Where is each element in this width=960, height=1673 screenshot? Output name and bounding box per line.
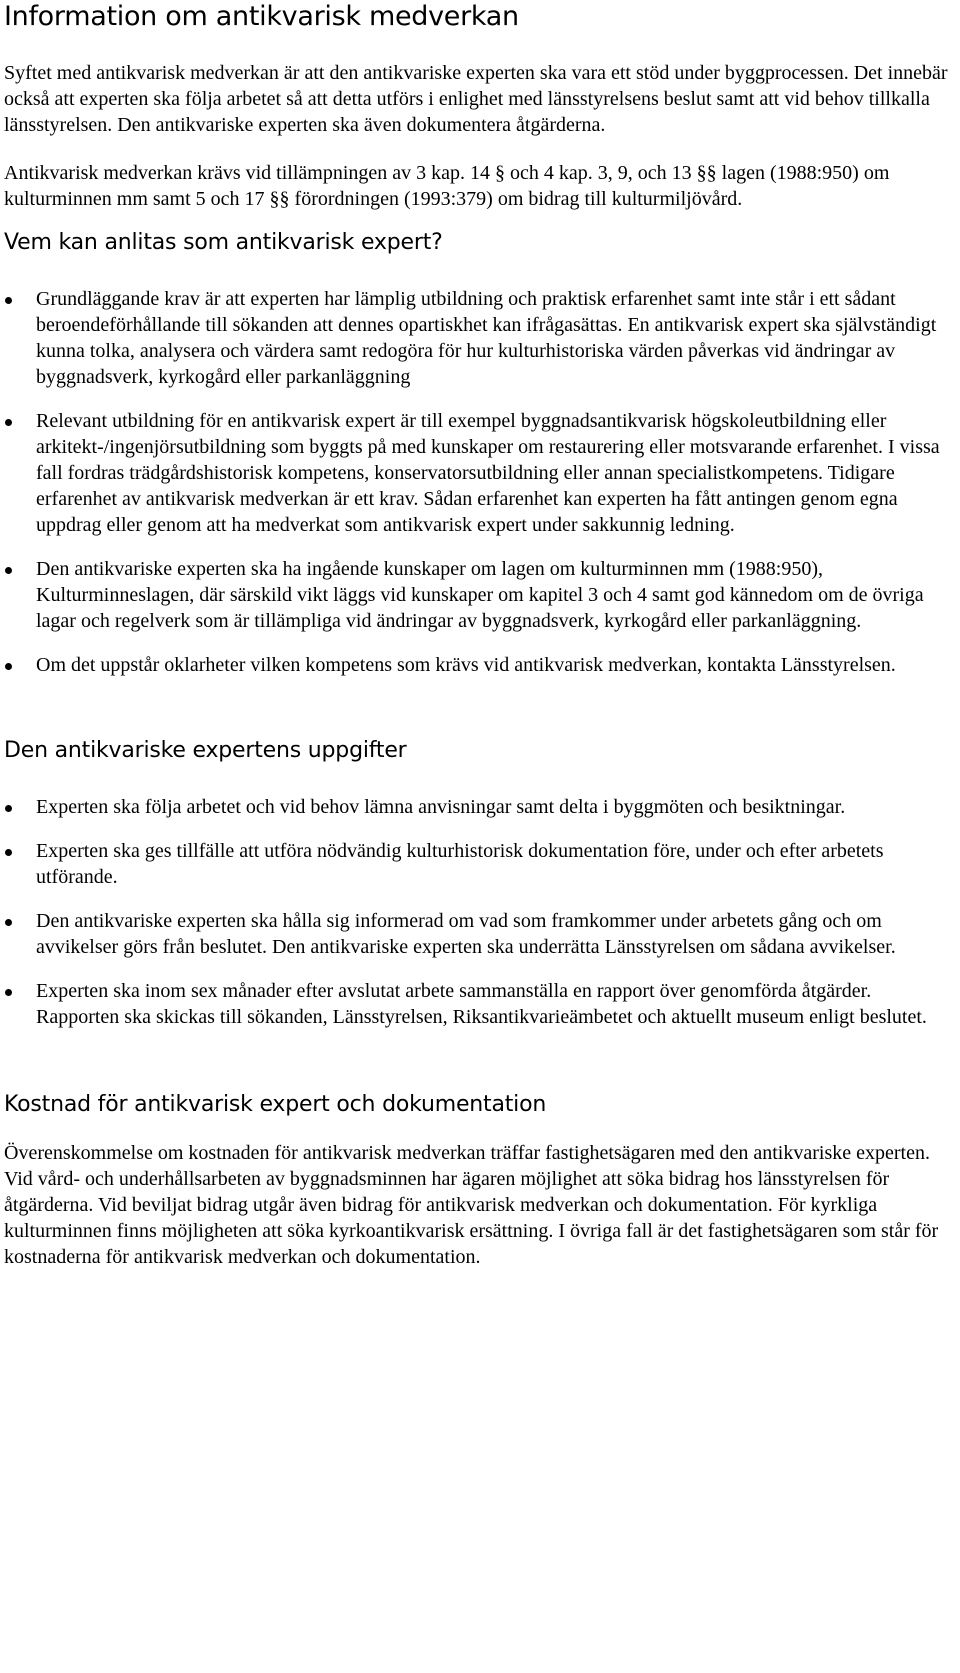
list-item-text: Experten ska ges tillfälle att utföra nödvändig kulturhistorisk dokumentation före, under och efter arbetets utförande. [36,840,884,888]
bullet-icon [5,567,12,574]
heading-information: Information om antikvarisk medverkan [4,1,519,32]
list-item [4,978,954,1030]
list-item [4,908,954,960]
list-item [4,838,954,890]
list-item-text: Den antikvariske experten ska hålla sig informerad om vad som framkommer under arbetets gång och om avvikelser görs från beslutet. Den antikvariske experten ska underrätta Länsstyrelsen om sådana avvikelser. [36,910,896,958]
list-item-text: Relevant utbildning för en antikvarisk expert är till exempel byggnadsantikvarisk högskoleutbildning eller arkitekt-/ingenjörsutbildning som byggts på med kunskaper om restaurering eller motsvarande erfarenhet. I vissa fall fordras trädgårdshistorisk kompetens, konservatorsutbildning eller annan specialistkompetens. Tidigare erfarenhet av antikvarisk medverkan är ett krav. Sådan erfarenhet kan experten ha fått antingen genom egna uppdrag eller genom att ha medverkat som antikvarisk expert under sakkunnig ledning. [36,410,940,536]
paragraph-legal-basis: Antikvarisk medverkan krävs vid tillämpningen av 3 kap. 14 § och 4 kap. 3, 9, och 13 §§ lagen (1988:950) om kulturminnen mm samt 5 och 17 §§ förordningen (1993:379) om bidrag till kulturmiljövård. [4,162,890,210]
bullet-icon [5,663,12,670]
document-page [4,0,954,1270]
bullet-icon [5,297,12,304]
heading-who-can-be-hired: Vem kan anlitas som antikvarisk expert? [4,230,443,255]
bullet-icon [5,805,12,812]
bullet-icon [5,419,12,426]
paragraph-purpose: Syftet med antikvarisk medverkan är att den antikvariske experten ska vara ett stöd under byggprocessen. Det innebär också att experten ska följa arbetet så att detta utförs i enlighet med länsstyrelsens beslut samt att vid behov tillkalla länsstyrelsen. Den antikvariske experten ska även dokumentera åtgärderna. [4,62,948,136]
list-item [4,286,954,390]
list-item [4,408,954,538]
heading-costs: Kostnad för antikvarisk expert och dokumentation [4,1092,547,1117]
list-item [4,652,954,678]
list-expert-requirements [4,286,954,678]
list-item-text: Experten ska följa arbetet och vid behov lämna anvisningar samt delta i byggmöten och besiktningar. [36,796,846,818]
paragraph-costs: Överenskommelse om kostnaden för antikvarisk medverkan träffar fastighetsägaren med den antikvariske experten. Vid vård- och underhållsarbeten av byggnadsminnen har ägaren möjlighet att söka bidrag hos länsstyrelsen för åtgärderna. Vid beviljat bidrag utgår även bidrag för antikvarisk medverkan och dokumentation. För kyrkliga kulturminnen finns möjligheten att söka kyrkoantikvarisk ersättning. I övriga fall är det fastighetsägaren som står för kostnaderna för antikvarisk medverkan och dokumentation. [4,1142,939,1268]
list-item-text: Den antikvariske experten ska ha ingående kunskaper om lagen om kulturminnen mm (1988:950), Kulturminneslagen, där särskild vikt läggs vid kunskaper om kapitel 3 och 4 samt god kännedom om de övriga lagar och regelverk som är tillämpliga vid ändringar av byggnadsverk, kyrkogård eller parkanläggning. [36,558,924,632]
list-item-text: Experten ska inom sex månader efter avslutat arbete sammanställa en rapport över genomförda åtgärder. Rapporten ska skickas till sökanden, Länsstyrelsen, Riksantikvarieämbetet och aktuellt museum enligt beslutet. [36,980,927,1028]
list-expert-tasks [4,794,954,1030]
list-item [4,556,954,634]
bullet-icon [5,849,12,856]
bullet-icon [5,989,12,996]
list-item-text: Grundläggande krav är att experten har lämplig utbildning och praktisk erfarenhet samt inte står i ett sådant beroendeförhållande till sökanden att dennes opartiskhet kan ifrågasättas. En antikvarisk expert ska självständigt kunna tolka, analysera och värdera samt redogöra för hur kulturhistoriska värden påverkas vid ändringar av byggnadsverk, kyrkogård eller parkanläggning [36,288,937,388]
list-item-text: Om det uppstår oklarheter vilken kompetens som krävs vid antikvarisk medverkan, kontakta Länsstyrelsen. [36,654,896,676]
heading-expert-tasks: Den antikvariske expertens uppgifter [4,738,407,763]
list-item [4,794,954,820]
bullet-icon [5,919,12,926]
